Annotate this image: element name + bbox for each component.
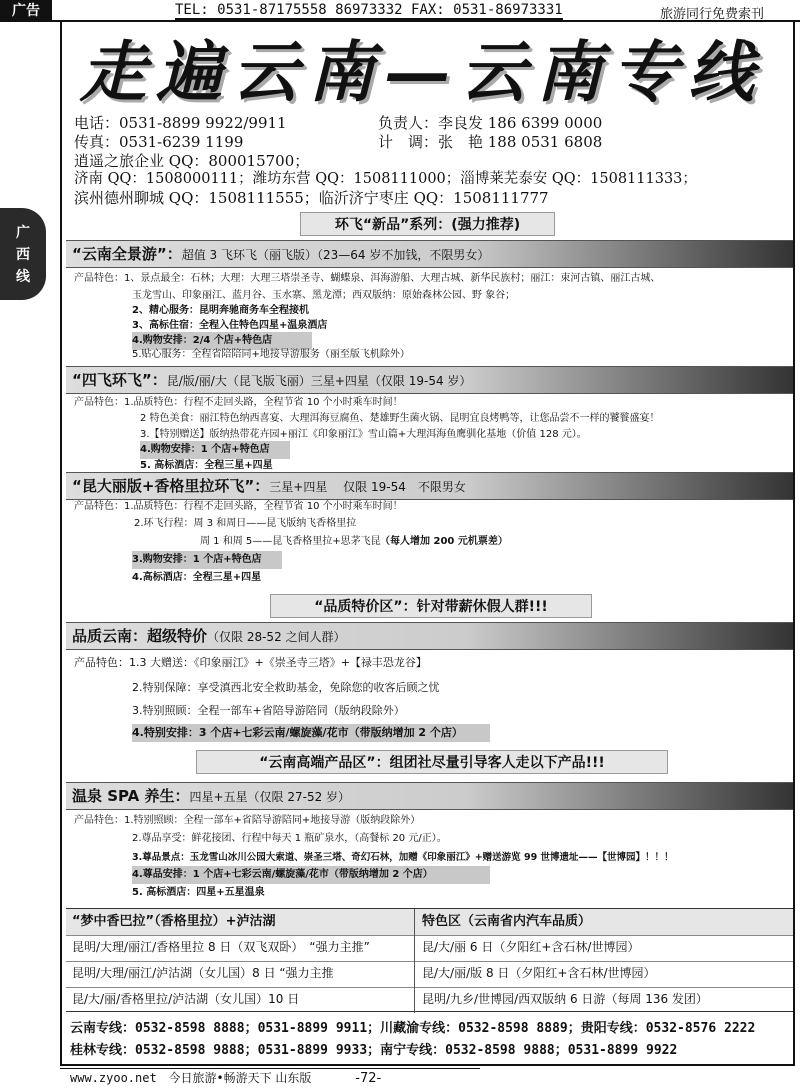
feature-line: （每人增加 200 元机票差） <box>380 536 508 547</box>
feature-line: 2.特别保障：享受滇西北安全救助基金，免除您的收客后顾之忧 <box>132 681 440 694</box>
banner-quality-sale: “品质特价区”：针对带薪休假人群!!! <box>270 594 592 618</box>
section-title: 品质云南：超级特价 <box>72 627 208 645</box>
table-row-left: 昆明/大理/丽江/香格里拉 8 日（双飞双卧） “强力主推” <box>72 940 370 954</box>
tel-line: 电话：0531-8899 9922/9911 <box>74 114 287 132</box>
table-divider <box>66 935 793 936</box>
section-title: “昆大丽版+香格里拉环飞”： <box>72 477 270 495</box>
section-title-bar <box>66 472 793 500</box>
side-tab-char: 广 <box>16 225 30 241</box>
page-number: -72- <box>355 1071 382 1086</box>
routes-table <box>66 908 793 1012</box>
table-divider <box>66 987 793 988</box>
feature-line: 3.特别照顾：全程一部车+省陪导游陪同（版纳段除外） <box>132 704 405 717</box>
section-subtitle: 三星+四星 仅限 19-54 不限男女 <box>269 480 466 494</box>
section-subtitle: （仅限 28-52 之间人群） <box>207 630 346 644</box>
feature-line: 2 特色美食：丽江特色纳西喜宴、大理洱海豆腐鱼、楚雄野生菌火锅、昆明宜良烤鸭等，让您品尝不一样的饕餮盛宴！ <box>140 413 660 424</box>
section-title: 温泉 SPA 养生： <box>72 787 190 805</box>
footer-line: 桂林专线：0532-8598 9888；0531-8899 9933；南宁专线：0532-8598 9888；0531-8899 9922 <box>70 1043 678 1058</box>
qq-line-1: 济南 QQ：1508000111；潍坊东营 QQ：1508111000；淄博莱芜泰安 QQ：1508111333； <box>74 171 697 187</box>
side-tab-char: 线 <box>16 269 30 285</box>
table-head-left: “梦中香巴拉”（香格里拉）+泸沽湖 <box>66 909 416 935</box>
feature-line: 2、精心服务：昆明奔驰商务车全程接机 <box>132 305 309 316</box>
feature-line-highlight: 4.购物安排：2/4 个店+特色店 <box>132 332 312 350</box>
feature-line: 产品特色：1.品质特色：行程不走回头路，全程节省 10 个小时乘车时间！ <box>74 397 403 408</box>
feature-line: 3、高标住宿：全程入住特色四星+温泉酒店 <box>132 320 328 331</box>
section-title-bar <box>66 782 793 810</box>
feature-line: 2.环飞行程：周 3 和周日——昆飞版纳飞香格里拉 <box>134 518 357 529</box>
feature-line: 产品特色：1、景点最全：石林；大理：大理三塔崇圣寺、蝴蝶泉、洱海游船、大理古城、新华民族村；丽江：束河古镇、丽江古城、 <box>74 273 661 284</box>
feature-line-highlight: 4.尊品安排：1 个店+七彩云南/螺旋藻/花市（带版纳增加 2 个店） <box>132 866 490 884</box>
banner-new-products: 环飞“新品”系列：(强力推荐) <box>300 212 555 236</box>
feature-line-highlight: 4.特别安排：3 个店+七彩云南/螺旋藻/花市（带版纳增加 2 个店） <box>132 724 490 742</box>
section-title-bar <box>66 622 793 650</box>
top-contact: TEL: 0531-87175558 86973332 FAX: 0531-86973331 <box>175 2 563 18</box>
qq-line-2: 滨州德州聊城 QQ：1508111555；临沂济宁枣庄 QQ：1508111777 <box>74 189 549 207</box>
feature-line: 玉龙雪山、印象丽江、蓝月谷、玉水寨、黑龙潭；西双版纳：原始森林公园、野 象谷； <box>132 290 516 301</box>
table-row-right: 昆/大/丽/版 8 日（夕阳红+含石林/世博园） <box>422 966 656 980</box>
feature-line: 2.尊品享受：鲜花接团、行程中每天 1 瓶矿泉水，（高餐标 20 元/正）。 <box>132 833 447 844</box>
banner-high-end: “云南高端产品区”：组团社尽量引导客人走以下产品!!! <box>196 750 668 774</box>
bottom-strip <box>60 1068 480 1086</box>
feature-line-highlight: 3.购物安排：1 个店+特色店 <box>132 551 282 569</box>
table-row-right: 昆/大/丽 6 日（夕阳红+含石林/世博园） <box>422 940 640 954</box>
section-subtitle: 昆/版/丽/大（昆飞版飞丽）三星+四星（仅限 19-54 岁） <box>166 374 472 388</box>
ad-tag: 广告 <box>0 0 52 22</box>
feature-line: 产品特色：1.品质特色：行程不走回头路，全程节省 10 个小时乘车时间！ <box>74 501 403 512</box>
fax-line: 传真：0531-6239 1199 <box>74 133 244 151</box>
feature-line-highlight: 4.购物安排：1 个店+特色店 <box>140 441 290 459</box>
manager-line: 负责人：李良发 186 6399 0000 <box>378 114 603 132</box>
feature-line: 产品特色：1.3 大赠送：《印象丽江》+《崇圣寺三塔》+【禄丰恐龙谷】 <box>74 656 427 669</box>
feature-line: 5.贴心服务：全程省陪陪同+地接导游服务（丽至版飞机除外） <box>132 349 410 360</box>
feature-line: 5. 高标酒店：全程三星+四星 <box>140 460 273 471</box>
table-row-left: 昆/大/丽/香格里拉/泸沽湖（女儿国）10 日 <box>72 992 300 1006</box>
section-title-bar <box>66 366 793 394</box>
section-subtitle: 超值 3 飞环飞（丽飞版）（23—64 岁不加钱，不限男女） <box>181 248 490 262</box>
feature-line: 产品特色：1.特别照顾：全程一部车+省陪导游陪同+地接导游（版纳段除外） <box>74 815 421 826</box>
table-row-left: 昆明/大理/丽江/泸沽湖（女儿国）8 日 “强力主推 <box>72 966 334 980</box>
top-right-text: 旅游同行免费索刊 <box>660 7 765 22</box>
section-title-bar <box>66 240 793 268</box>
feature-line: 3.【特别赠送】版纳热带花卉园+丽江《印象丽江》雪山篇+大理洱海鱼鹰驯化基地（价值 128 元）。 <box>140 429 587 440</box>
site-url: www.zyoo.net <box>70 1071 157 1085</box>
section-title: “四飞环飞”： <box>72 371 167 389</box>
table-head-right: 特色区（云南省内汽车品质） <box>416 909 793 935</box>
table-column-divider <box>414 909 415 1013</box>
side-tab-char: 西 <box>16 247 30 263</box>
side-tab <box>0 208 46 300</box>
section-title: “云南全景游”： <box>72 245 182 263</box>
feature-line: 周 1 和周 5——昆飞香格里拉+思茅飞昆 <box>200 536 381 547</box>
feature-line: 4.高标酒店：全程三星+四星 <box>132 572 262 583</box>
footer-line: 云南专线：0532-8598 8888；0531-8899 9911；川藏渝专线：0532-8598 8889；贵阳专线：0532-8576 2222 <box>70 1021 756 1036</box>
feature-line: 3.尊品景点：玉龙雪山冰川公园大索道、崇圣三塔、奇幻石林，加赠《印象丽江》+赠送游览 99 世博遗址——【世博园】！！！ <box>132 852 674 863</box>
slogan: 今日旅游•畅游天下 山东版 <box>168 1071 312 1085</box>
table-row-right: 昆明/九乡/世博园/西双版纳 6 日游（每周 136 发团） <box>422 992 708 1006</box>
section-subtitle: 四星+五星（仅限 27-52 岁） <box>189 790 351 804</box>
table-divider <box>66 961 793 962</box>
accountant-line: 计 调：张 艳 188 0531 6808 <box>378 133 603 151</box>
company-qq: 逍遥之旅企业 QQ：800015700； <box>74 152 310 170</box>
page-title: 走遍云南—云南专线 <box>80 33 764 111</box>
feature-line: 5. 高标酒店：四星+五星温泉 <box>132 887 265 898</box>
